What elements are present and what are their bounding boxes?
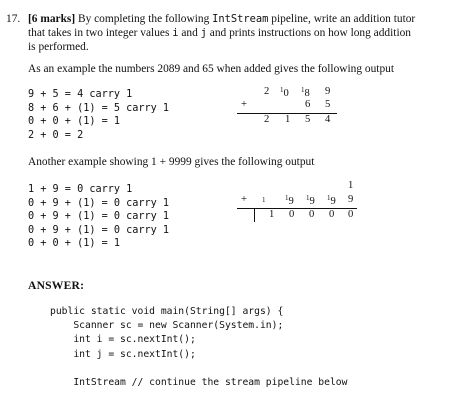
question-line-1: [6 marks] By completing the following IntStream pipeline, write an addition tutor xyxy=(28,13,416,25)
intstream-code: IntStream xyxy=(212,13,269,25)
digit: 1 xyxy=(269,209,275,220)
step-line: 0 + 9 + (1) = 0 carry 1 xyxy=(28,197,170,209)
carry-mark: 1 xyxy=(301,86,305,94)
code-line: IntStream // continue the stream pipeline below xyxy=(50,376,348,388)
code-line: Scanner sc = new Scanner(System.in); xyxy=(50,320,284,332)
plus-sign: + xyxy=(241,194,247,205)
question-line-3: is performed. xyxy=(28,41,89,53)
digit: 9 xyxy=(348,194,354,205)
example2-steps xyxy=(28,183,169,251)
step-line: 0 + 0 + (1) = 1 xyxy=(28,116,121,128)
example2-intro: Another example showing 1 + 9999 gives the following output xyxy=(28,156,315,168)
example1-intro: As an example the numbers 2089 and 65 when added gives the following output xyxy=(28,63,395,75)
digit: $^1$9 xyxy=(285,194,294,207)
question-marks: [6 marks] xyxy=(28,13,76,25)
digit: 0 xyxy=(348,209,354,220)
digit: 1 xyxy=(348,180,354,191)
carry-mark: 1 xyxy=(327,194,331,202)
step-line: 0 + 9 + (1) = 0 carry 1 xyxy=(28,211,170,223)
step-line: 0 + 0 + (1) = 1 xyxy=(28,238,121,250)
question-line-2: that takes in two integer values i and j and prints instructions on how long addition xyxy=(28,27,412,39)
digit: 4 xyxy=(325,114,331,125)
digit: 2 xyxy=(264,114,270,125)
digit: 0 xyxy=(309,209,315,220)
code-line: int j = sc.nextInt(); xyxy=(50,348,196,360)
code-line: public static void main(String[] args) { xyxy=(50,306,284,317)
digit: $^1$9 xyxy=(306,194,315,207)
digit: 0 xyxy=(289,209,295,220)
step-line: 0 + 9 + (1) = 0 carry 1 xyxy=(28,224,170,236)
carry-mark: 1 xyxy=(262,196,266,204)
plus-sign: + xyxy=(241,99,247,110)
carry-mark: 1 xyxy=(280,86,284,94)
digit: 5 xyxy=(325,99,331,110)
digit: $^1$8 xyxy=(301,86,310,99)
question-number: 17. xyxy=(6,13,21,25)
digit: 5 xyxy=(305,114,311,125)
example1-steps xyxy=(28,88,169,142)
step-line: 2 + 0 = 2 xyxy=(28,129,84,141)
sum-line xyxy=(237,208,357,209)
digit: 2 xyxy=(264,86,270,97)
var-j: j xyxy=(200,27,207,39)
step-line: 1 + 9 = 0 carry 1 xyxy=(28,184,133,195)
column-divider xyxy=(254,208,255,222)
answer-label: ANSWER: xyxy=(28,279,85,292)
answer-code-block xyxy=(50,305,347,390)
var-i: i xyxy=(172,27,179,39)
digit: 1 xyxy=(285,114,291,125)
step-line: 9 + 5 = 4 carry 1 xyxy=(28,89,133,100)
digit: 6 xyxy=(305,99,311,110)
code-line: int i = sc.nextInt(); xyxy=(50,334,196,346)
carry-mark: 1 xyxy=(285,194,289,202)
carry-mark: 1 xyxy=(306,194,310,202)
digit: $^1$9 xyxy=(327,194,336,207)
digit: $^1$0 xyxy=(280,86,289,99)
digit: 9 xyxy=(325,86,331,97)
code-line xyxy=(50,362,347,376)
step-line: 8 + 6 + (1) = 5 carry 1 xyxy=(28,102,170,114)
digit: 0 xyxy=(329,209,335,220)
